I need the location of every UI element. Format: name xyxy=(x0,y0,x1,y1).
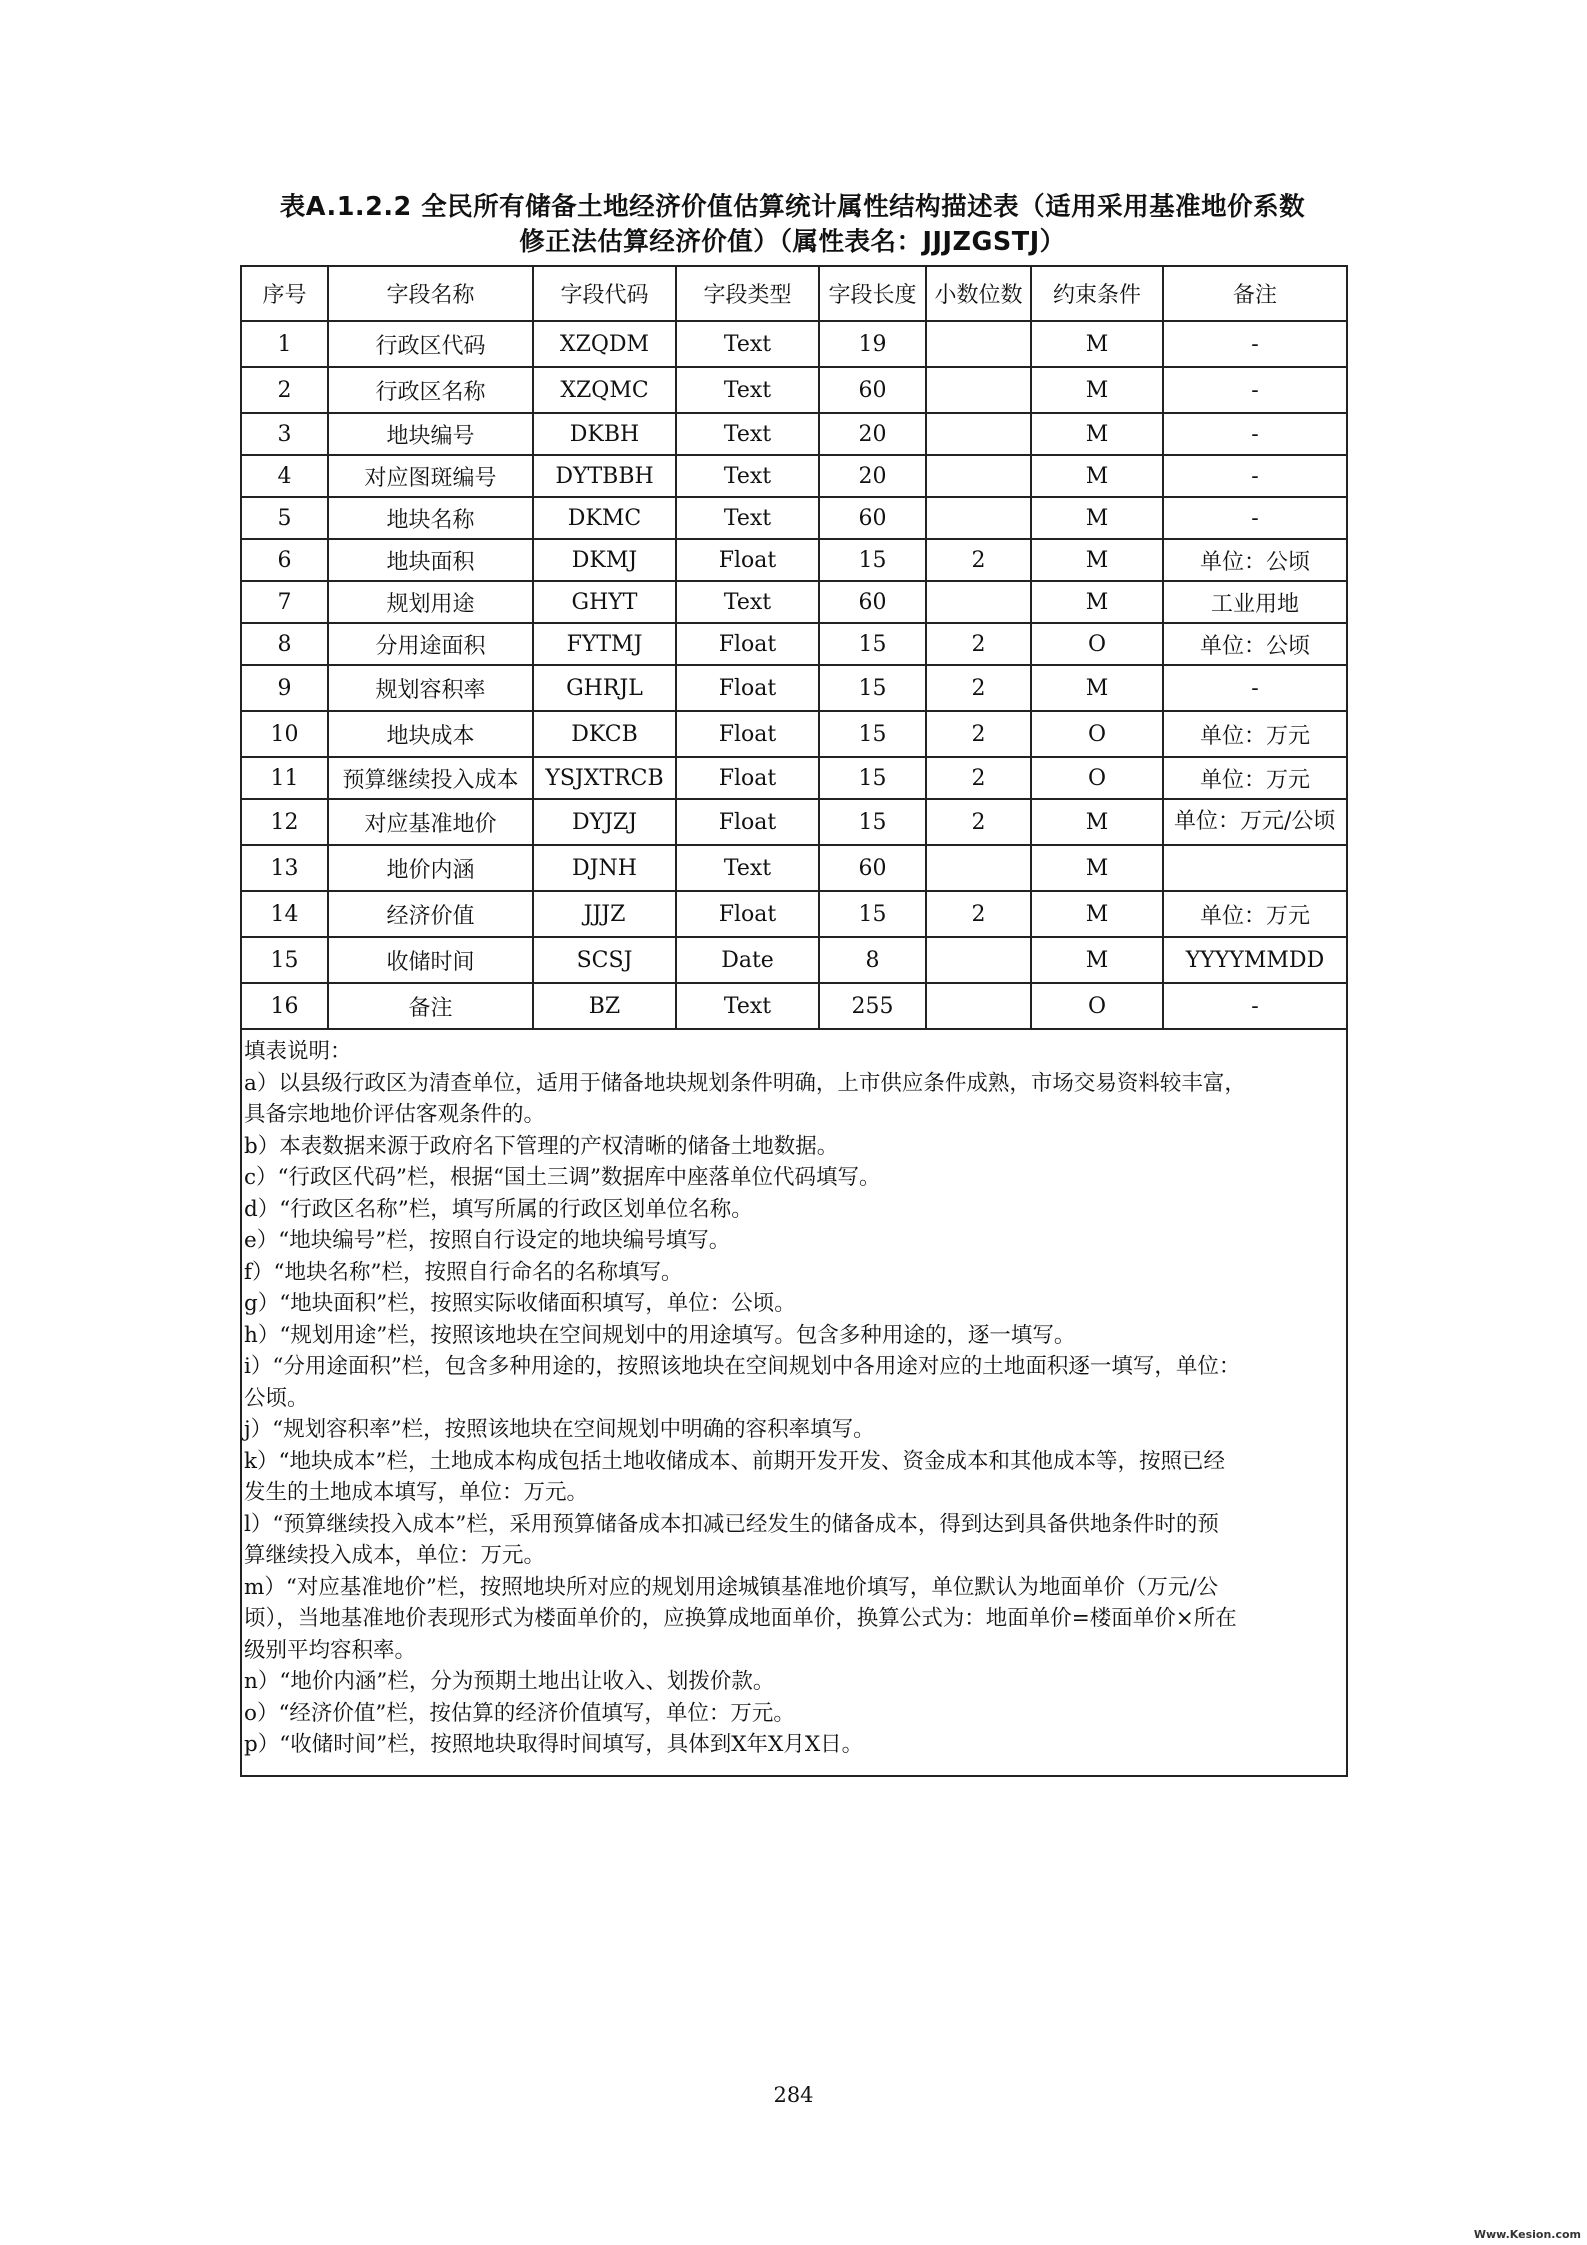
cell-field-length: 15 xyxy=(819,665,926,711)
cell-decimals: 2 xyxy=(926,891,1031,937)
note-line: b）本表数据来源于政府名下管理的产权清晰的储备土地数据。 xyxy=(244,1133,839,1159)
cell-field-length: 20 xyxy=(819,413,926,455)
cell-decimals: 2 xyxy=(926,799,1031,845)
cell-remark: YYYYMMDD xyxy=(1163,937,1347,983)
cell-index: 15 xyxy=(241,937,328,983)
cell-field-name: 地块面积 xyxy=(328,539,533,581)
cell-field-length: 20 xyxy=(819,455,926,497)
note-line: l）“预算继续投入成本”栏，采用预算储备成本扣减已经发生的储备成本，得到达到具备供地条件时的预 xyxy=(244,1511,1219,1537)
cell-constraint: M xyxy=(1031,367,1163,413)
cell-field-code: DYJZJ xyxy=(533,799,676,845)
note-line: o）“经济价值”栏，按估算的经济价值填写，单位：万元。 xyxy=(244,1700,795,1726)
note-line: n）“地价内涵”栏，分为预期土地出让收入、划拨价款。 xyxy=(244,1669,775,1694)
cell-index: 8 xyxy=(241,623,328,665)
cell-field-type: Text xyxy=(676,497,819,539)
cell-constraint: M xyxy=(1031,413,1163,455)
cell-decimals: 2 xyxy=(926,757,1031,799)
notes-heading: 填表说明： xyxy=(244,1039,352,1064)
cell-field-type: Float xyxy=(676,665,819,711)
page-number: 284 xyxy=(773,2083,814,2107)
cell-field-type: Text xyxy=(676,413,819,455)
cell-field-type: Text xyxy=(676,321,819,367)
cell-field-type: Text xyxy=(676,455,819,497)
cell-field-type: Text xyxy=(676,367,819,413)
cell-field-code: SCSJ xyxy=(533,937,676,983)
cell-field-type: Float xyxy=(676,539,819,581)
cell-field-code: DKMC xyxy=(533,497,676,539)
note-line: m）“对应基准地价”栏，按照地块所对应的规划用途城镇基准地价填写，单位默认为地面单价（万元/公 xyxy=(244,1574,1219,1600)
cell-field-code: XZQMC xyxy=(533,367,676,413)
cell-field-type: Text xyxy=(676,581,819,623)
cell-constraint: O xyxy=(1031,757,1163,799)
note-line: j）“规划容积率”栏，按照该地块在空间规划中明确的容积率填写。 xyxy=(244,1417,875,1442)
header-cell: 字段名称 xyxy=(328,266,533,321)
cell-decimals: 2 xyxy=(926,539,1031,581)
cell-index: 13 xyxy=(241,845,328,891)
cell-field-code: DKCB xyxy=(533,711,676,757)
cell-field-name: 地块编号 xyxy=(328,413,533,455)
cell-field-code: YSJXTRCB xyxy=(533,757,676,799)
cell-index: 3 xyxy=(241,413,328,455)
cell-index: 7 xyxy=(241,581,328,623)
cell-decimals: 2 xyxy=(926,665,1031,711)
table-row xyxy=(241,581,1347,623)
cell-constraint: M xyxy=(1031,937,1163,983)
table-row xyxy=(241,367,1347,413)
cell-remark: - xyxy=(1163,497,1347,539)
cell-decimals xyxy=(926,413,1031,455)
cell-field-length: 255 xyxy=(819,983,926,1029)
note-line: k）“地块成本”栏，土地成本构成包括土地收储成本、前期开发开发、资金成本和其他成本等，按照已经 xyxy=(244,1448,1226,1474)
cell-field-length: 60 xyxy=(819,581,926,623)
note-line: i）“分用途面积”栏，包含多种用途的，按照该地块在空间规划中各用途对应的土地面积逐一填写，单位： xyxy=(244,1354,1241,1379)
cell-remark: 工业用地 xyxy=(1163,581,1347,623)
cell-field-length: 60 xyxy=(819,497,926,539)
cell-remark: 单位：公顷 xyxy=(1163,623,1347,665)
cell-field-name: 行政区名称 xyxy=(328,367,533,413)
table-row xyxy=(241,937,1347,983)
cell-field-length: 60 xyxy=(819,367,926,413)
cell-constraint: O xyxy=(1031,983,1163,1029)
note-line: e）“地块编号”栏，按照自行设定的地块编号填写。 xyxy=(244,1228,731,1253)
cell-remark xyxy=(1163,845,1347,891)
cell-index: 10 xyxy=(241,711,328,757)
cell-field-name: 收储时间 xyxy=(328,937,533,983)
cell-field-length: 15 xyxy=(819,891,926,937)
header-cell: 备注 xyxy=(1163,266,1347,321)
cell-constraint: M xyxy=(1031,497,1163,539)
cell-decimals xyxy=(926,367,1031,413)
header-cell: 序号 xyxy=(241,266,328,321)
table-row xyxy=(241,623,1347,665)
cell-constraint: M xyxy=(1031,455,1163,497)
cell-field-name: 地价内涵 xyxy=(328,845,533,891)
table-row xyxy=(241,891,1347,937)
cell-field-type: Date xyxy=(676,937,819,983)
note-line: 发生的土地成本填写，单位：万元。 xyxy=(244,1480,589,1505)
table-row xyxy=(241,321,1347,367)
cell-constraint: M xyxy=(1031,891,1163,937)
cell-field-code: GHRJL xyxy=(533,665,676,711)
cell-decimals xyxy=(926,321,1031,367)
cell-field-type: Float xyxy=(676,623,819,665)
note-line: 级别平均容积率。 xyxy=(244,1637,417,1663)
header-cell: 字段代码 xyxy=(533,266,676,321)
cell-field-code: DKBH xyxy=(533,413,676,455)
table-title-line-1: 表A.1.2.2 全民所有储备土地经济价值估算统计属性结构描述表（适用采用基准地价系数 xyxy=(279,192,1306,222)
cell-index: 16 xyxy=(241,983,328,1029)
note-line: 算继续投入成本，单位：万元。 xyxy=(244,1543,546,1568)
cell-field-name: 规划用途 xyxy=(328,581,533,623)
header-cell: 小数位数 xyxy=(926,266,1031,321)
cell-decimals: 2 xyxy=(926,711,1031,757)
cell-field-type: Float xyxy=(676,891,819,937)
table-row xyxy=(241,413,1347,455)
cell-remark: - xyxy=(1163,367,1347,413)
table-title xyxy=(240,190,1345,260)
header-cell: 字段长度 xyxy=(819,266,926,321)
cell-index: 12 xyxy=(241,799,328,845)
table-row xyxy=(241,983,1347,1029)
cell-index: 4 xyxy=(241,455,328,497)
filling-instructions xyxy=(241,1029,1347,1776)
cell-remark: - xyxy=(1163,455,1347,497)
table-row xyxy=(241,799,1347,845)
cell-field-length: 19 xyxy=(819,321,926,367)
cell-remark: 单位：万元 xyxy=(1163,711,1347,757)
cell-index: 2 xyxy=(241,367,328,413)
cell-constraint: O xyxy=(1031,711,1163,757)
table-row xyxy=(241,845,1347,891)
cell-field-name: 预算继续投入成本 xyxy=(328,757,533,799)
cell-field-code: JJJZ xyxy=(533,891,676,937)
table-title-line-2: 修正法估算经济价值）（属性表名：JJJZGSTJ） xyxy=(519,227,1066,257)
cell-field-name: 地块名称 xyxy=(328,497,533,539)
cell-field-code: DJNH xyxy=(533,845,676,891)
note-line: f）“地块名称”栏，按照自行命名的名称填写。 xyxy=(244,1259,683,1285)
cell-remark: - xyxy=(1163,665,1347,711)
cell-field-code: FYTMJ xyxy=(533,623,676,665)
watermark: Www.Kesion.com xyxy=(1473,2228,1581,2241)
cell-field-name: 行政区代码 xyxy=(328,321,533,367)
cell-field-length: 15 xyxy=(819,623,926,665)
note-line: h）“规划用途”栏，按照该地块在空间规划中的用途填写。包含多种用途的，逐一填写。 xyxy=(244,1322,1076,1348)
note-line: a）以县级行政区为清查单位，适用于储备地块规划条件明确，上市供应条件成熟，市场交易资料较丰富， xyxy=(244,1070,1246,1096)
cell-remark xyxy=(1163,799,1347,845)
cell-field-code: XZQDM xyxy=(533,321,676,367)
cell-field-type: Float xyxy=(676,711,819,757)
cell-field-code: DYTBBH xyxy=(533,455,676,497)
cell-remark: 单位：公顷 xyxy=(1163,539,1347,581)
cell-decimals: 2 xyxy=(926,623,1031,665)
cell-remark: 单位：万元 xyxy=(1163,891,1347,937)
cell-decimals xyxy=(926,497,1031,539)
cell-field-length: 15 xyxy=(819,711,926,757)
cell-field-length: 60 xyxy=(819,845,926,891)
notes-row xyxy=(241,1029,1347,1776)
cell-field-type: Float xyxy=(676,799,819,845)
cell-constraint: M xyxy=(1031,845,1163,891)
header-cell: 约束条件 xyxy=(1031,266,1163,321)
cell-field-code: BZ xyxy=(533,983,676,1029)
cell-index: 1 xyxy=(241,321,328,367)
note-line: 具备宗地地价评估客观条件的。 xyxy=(244,1102,546,1127)
cell-field-name: 对应图斑编号 xyxy=(328,455,533,497)
table-row xyxy=(241,539,1347,581)
note-line: c）“行政区代码”栏，根据“国土三调”数据库中座落单位代码填写。 xyxy=(244,1165,881,1190)
cell-field-length: 15 xyxy=(819,757,926,799)
cell-remark-text: 单位：万元/公顷 xyxy=(1174,809,1336,834)
cell-index: 5 xyxy=(241,497,328,539)
cell-field-name: 备注 xyxy=(328,983,533,1029)
cell-decimals xyxy=(926,983,1031,1029)
table-row xyxy=(241,455,1347,497)
cell-decimals xyxy=(926,937,1031,983)
cell-index: 11 xyxy=(241,757,328,799)
cell-remark: 单位：万元 xyxy=(1163,757,1347,799)
cell-field-length: 8 xyxy=(819,937,926,983)
cell-field-name: 地块成本 xyxy=(328,711,533,757)
cell-constraint: M xyxy=(1031,799,1163,845)
cell-constraint: M xyxy=(1031,321,1163,367)
cell-field-name: 规划容积率 xyxy=(328,665,533,711)
cell-field-code: GHYT xyxy=(533,581,676,623)
attribute-structure-table xyxy=(240,265,1348,1777)
cell-remark: - xyxy=(1163,321,1347,367)
cell-field-code: DKMJ xyxy=(533,539,676,581)
note-line: 顷），当地基准地价表现形式为楼面单价的，应换算成地面单价，换算公式为：地面单价=楼面单价×所在 xyxy=(244,1606,1237,1631)
cell-index: 9 xyxy=(241,665,328,711)
table-row xyxy=(241,665,1347,711)
cell-remark: - xyxy=(1163,983,1347,1029)
table-row xyxy=(241,757,1347,799)
cell-constraint: M xyxy=(1031,581,1163,623)
cell-field-name: 对应基准地价 xyxy=(328,799,533,845)
cell-field-name: 经济价值 xyxy=(328,891,533,937)
cell-field-type: Text xyxy=(676,845,819,891)
table-row xyxy=(241,711,1347,757)
cell-constraint: M xyxy=(1031,539,1163,581)
cell-field-type: Text xyxy=(676,983,819,1029)
header-cell: 字段类型 xyxy=(676,266,819,321)
cell-remark: - xyxy=(1163,413,1347,455)
cell-decimals xyxy=(926,455,1031,497)
cell-field-type: Float xyxy=(676,757,819,799)
cell-field-name: 分用途面积 xyxy=(328,623,533,665)
note-line: 公顷。 xyxy=(244,1385,309,1411)
cell-constraint: M xyxy=(1031,665,1163,711)
table-header-row xyxy=(241,266,1347,321)
cell-decimals xyxy=(926,845,1031,891)
note-line: p）“收储时间”栏，按照地块取得时间填写，具体到X年X月X日。 xyxy=(244,1732,864,1757)
cell-field-length: 15 xyxy=(819,799,926,845)
cell-index: 6 xyxy=(241,539,328,581)
cell-field-length: 15 xyxy=(819,539,926,581)
cell-constraint: O xyxy=(1031,623,1163,665)
cell-decimals xyxy=(926,581,1031,623)
note-line: d）“行政区名称”栏，填写所属的行政区划单位名称。 xyxy=(244,1196,753,1222)
table-row xyxy=(241,497,1347,539)
note-line: g）“地块面积”栏，按照实际收储面积填写，单位：公顷。 xyxy=(244,1291,796,1316)
cell-index: 14 xyxy=(241,891,328,937)
